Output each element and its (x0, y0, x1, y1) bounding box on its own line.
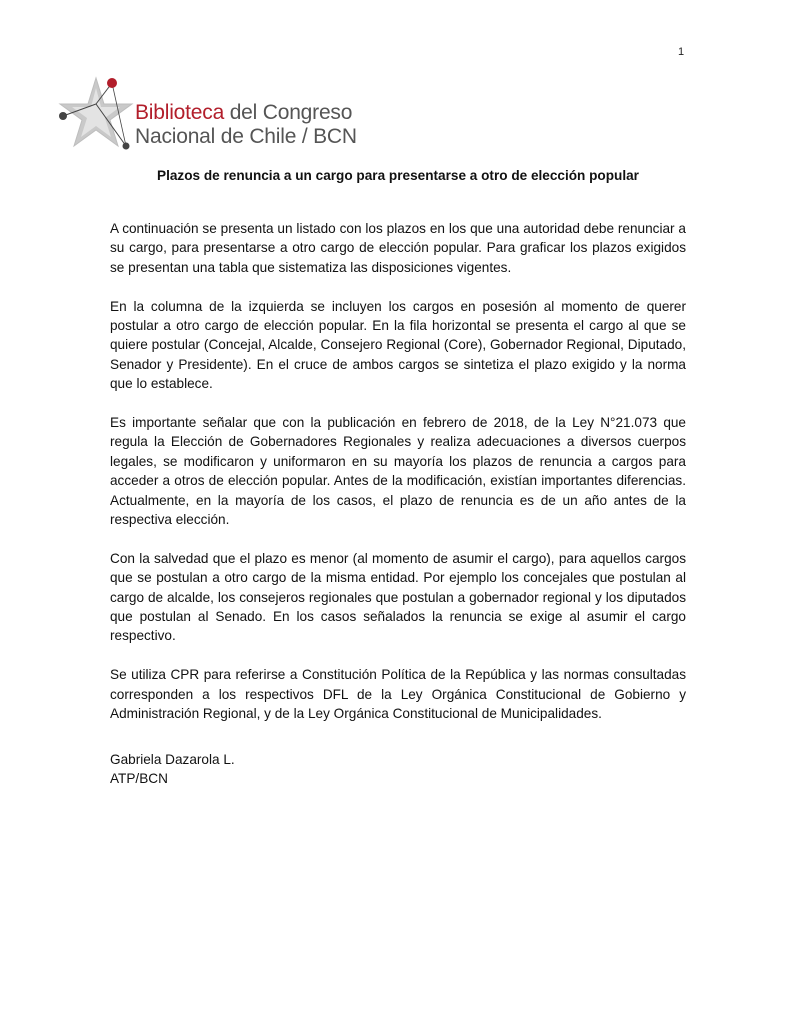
signature-block (110, 750, 235, 789)
logo-nacional: Nacional de Chile / BCN (135, 125, 357, 148)
author-name: Gabriela Dazarola L. (110, 752, 235, 767)
paragraph: Con la salvedad que el plazo es menor (al momento de asumir el cargo), para aquellos cargos que se postulan a otro cargo de la misma entidad. Por ejemplo los concejales que postulan al cargo de alcalde, los consejeros regionales que postulan a gobernador regional y los diputados que postulan al Senado. En los casos señalados la renuncia se exige al asumir el cargo respectivo. (110, 550, 686, 644)
document-body (110, 219, 686, 743)
paragraph: Se utiliza CPR para referirse a Constitución Política de la República y las normas consultadas corresponden a los respectivos DFL de la Ley Orgánica Constitucional de Gobierno y Administración Regional, y de la Ley Orgánica Constitucional de Municipalidades. (110, 667, 686, 722)
star-logo-icon (56, 74, 146, 156)
paragraph: En la columna de la izquierda se incluyen los cargos en posesión al momento de querer postular a otro cargo de elección popular. En la fila horizontal se presenta el cargo al que se quiere postular (Concejal, Alcalde, Consejero Regional (Core), Gobernador Regional, Diputado, Senador y Presidente). En el cruce de ambos cargos se sintetiza el plazo exigido y la norma que lo establece. (110, 298, 686, 392)
logo-del-congreso: del Congreso (224, 101, 353, 124)
bcn-logo (56, 74, 376, 156)
document-title: Plazos de renuncia a un cargo para presentarse a otro de elección popular (157, 168, 639, 183)
page-number: 1 (678, 46, 685, 58)
logo-biblioteca: Biblioteca (135, 101, 225, 124)
logo-wordmark (135, 101, 357, 149)
paragraph: Es importante señalar que con la publicación en febrero de 2018, de la Ley N°21.073 que regula la Elección de Gobernadores Regionales y realiza adecuaciones a diversos cuerpos legales, se modificaron y uniformaron en su mayoría los plazos de renuncia a cargos para acceder a otros de elección popular. Antes de la modificación, existían importantes diferencias. Actualmente, en la mayoría de los casos, el plazo de renuncia es de un año antes de la respectiva elección. (110, 415, 686, 528)
paragraph: A continuación se presenta un listado con los plazos en los que una autoridad debe renunciar a su cargo, para presentarse a otro cargo de elección popular. Para graficar los plazos exigidos se presentan una tabla que sistematiza las disposiciones vigentes. (110, 221, 686, 275)
author-org: ATP/BCN (110, 771, 168, 787)
